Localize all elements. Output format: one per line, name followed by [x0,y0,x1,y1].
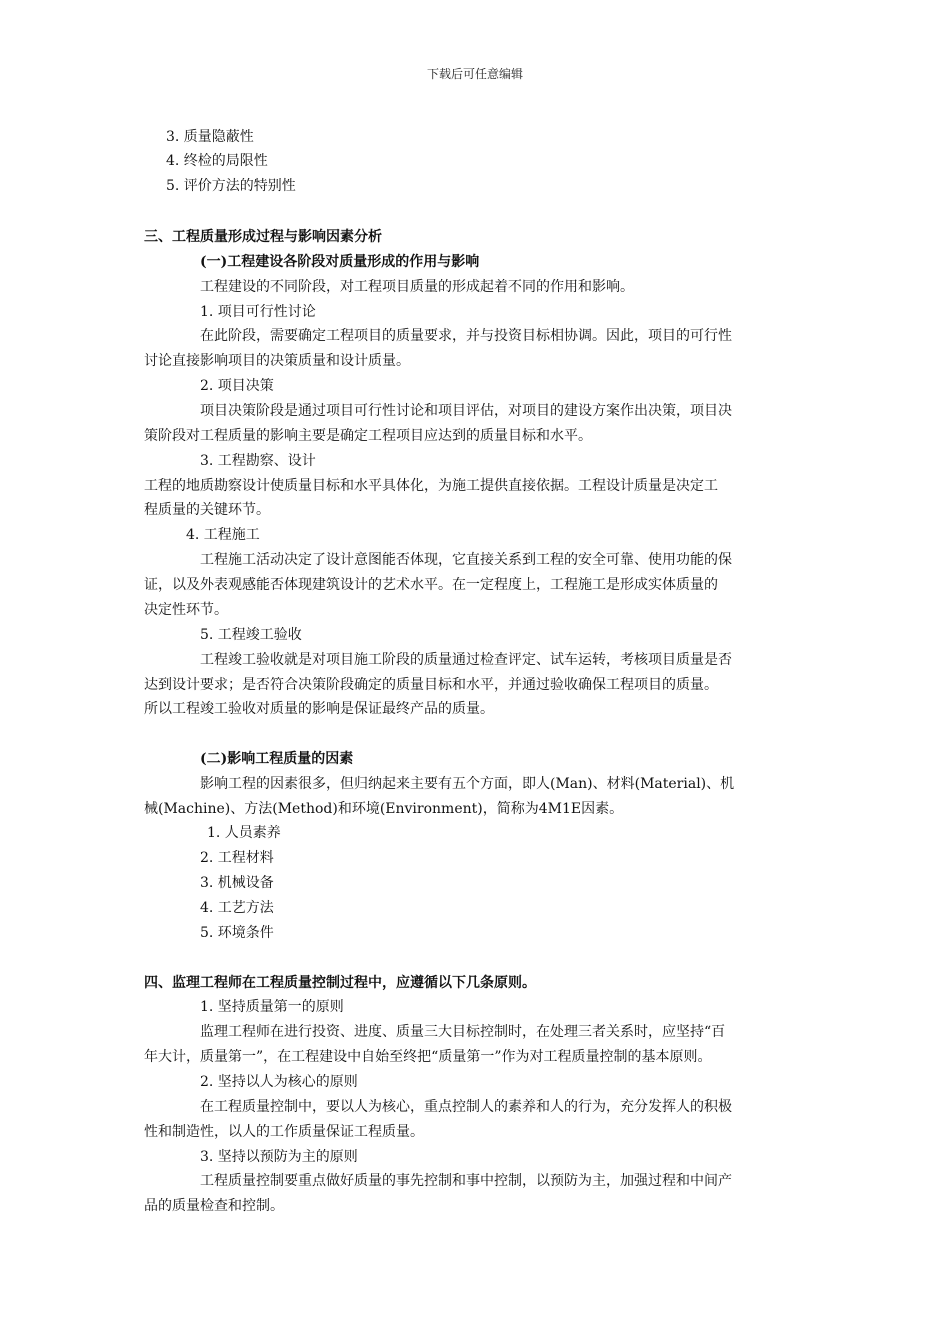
paragraph-line: 工程竣工验收就是对项目施工阶段的质量通过检查评定、试车运转，考核项目质量是否 [200,652,732,668]
paragraph-line: 项目决策阶段是通过项目可行性讨论和项目评估，对项目的建设方案作出决策，项目决 [200,403,732,419]
paragraph-line: 证，以及外表观感能否体现建筑设计的艺术水平。在一定程度上，工程施工是形成实体质量的 [144,577,718,593]
list-item: 4. 终检的局限性 [166,153,268,169]
paragraph-line: 讨论直接影响项目的决策质量和设计质量。 [144,353,410,369]
paragraph-line: 工程的地质勘察设计使质量目标和水平具体化，为施工提供直接依据。工程设计质量是决定工 [144,478,718,494]
page-header: 下载后可任意编辑 [426,67,523,81]
list-item: 3. 坚持以预防为主的原则 [200,1149,358,1165]
list-item: 1. 坚持质量第一的原则 [200,999,344,1015]
list-item: 2. 项目决策 [200,378,274,394]
paragraph-line: 达到设计要求；是否符合决策阶段确定的质量目标和水平，并通过验收确保工程项目的质量。 [144,677,718,693]
list-item: 3. 质量隐蔽性 [166,129,254,145]
list-item: 5. 环境条件 [200,925,274,941]
paragraph-line: 策阶段对工程质量的影响主要是确定工程项目应达到的质量目标和水平。 [144,428,592,444]
list-item: 2. 坚持以人为核心的原则 [200,1074,358,1090]
section-heading: 三、工程质量形成过程与影响因素分析 [144,229,382,245]
list-item: 1. 人员素养 [207,825,281,841]
paragraph-line: 工程建设的不同阶段，对工程项目质量的形成起着不同的作用和影响。 [200,279,634,295]
paragraph-line: 工程施工活动决定了设计意图能否体现，它直接关系到工程的安全可靠、使用功能的保 [200,552,732,568]
paragraph-line: 程质量的关键环节。 [144,502,270,518]
list-item: 5. 工程竣工验收 [200,627,302,643]
subsection-heading: (一)工程建设各阶段对质量形成的作用与影响 [200,254,480,270]
paragraph-line: 在此阶段，需要确定工程项目的质量要求，并与投资目标相协调。因此，项目的可行性 [200,328,732,344]
list-item: 4. 工程施工 [186,527,260,543]
paragraph-line: 年大计，质量第一”，在工程建设中自始至终把“质量第一”作为对工程质量控制的基本原则。 [144,1049,712,1065]
paragraph-line: 工程质量控制要重点做好质量的事先控制和事中控制，以预防为主，加强过程和中间产 [200,1173,732,1189]
list-item: 3. 机械设备 [200,875,274,891]
paragraph-line: 械(Machine)、方法(Method)和环境(Environment)，简称为4M1E因素。 [144,801,624,817]
list-item: 5. 评价方法的特别性 [166,178,296,194]
section-heading: 四、监理工程师在工程质量控制过程中，应遵循以下几条原则。 [144,975,536,991]
subsection-heading: (二)影响工程质量的因素 [200,751,354,767]
paragraph-line: 在工程质量控制中，要以人为核心，重点控制人的素养和人的行为，充分发挥人的积极 [200,1099,732,1115]
list-item: 4. 工艺方法 [200,900,274,916]
paragraph-line: 性和制造性，以人的工作质量保证工程质量。 [144,1124,424,1140]
list-item: 2. 工程材料 [200,850,274,866]
paragraph-line: 决定性环节。 [144,602,228,618]
paragraph-line: 所以工程竣工验收对质量的影响是保证最终产品的质量。 [144,701,494,717]
list-item: 3. 工程勘察、设计 [200,453,316,469]
paragraph-line: 监理工程师在进行投资、进度、质量三大目标控制时，在处理三者关系时，应坚持“百 [200,1024,726,1040]
list-item: 1. 项目可行性讨论 [200,304,316,320]
paragraph-line: 影响工程的因素很多，但归纳起来主要有五个方面，即人(Man)、材料(Material)、机 [200,776,735,792]
paragraph-line: 品的质量检查和控制。 [144,1198,284,1214]
